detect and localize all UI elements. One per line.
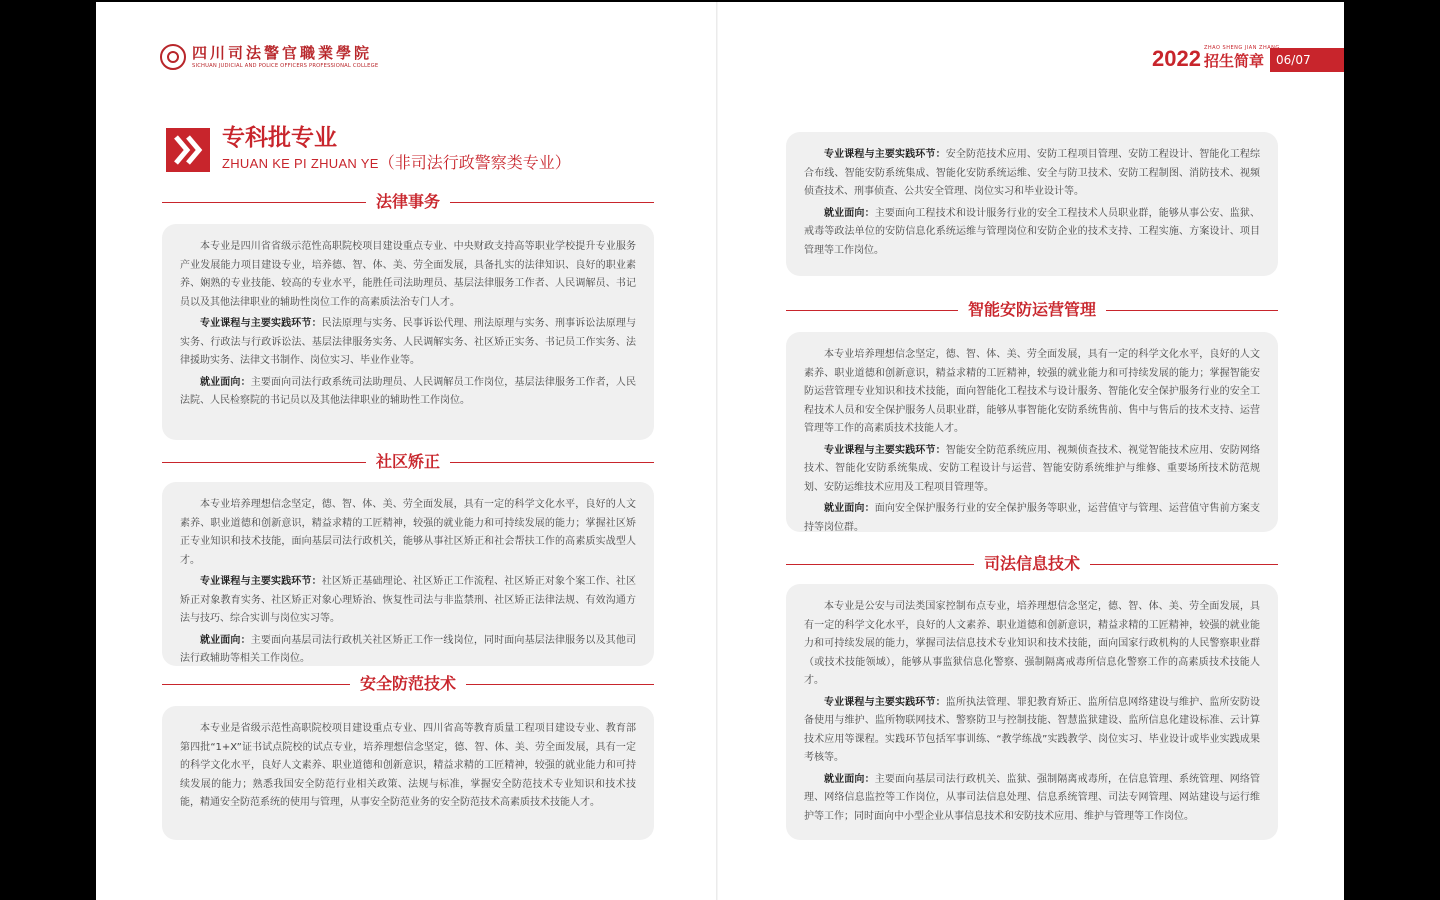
jobs-text: 主要面向基层司法行政机关、监狱、强制隔离戒毒所，在信息管理、系统管理、网络管理、网络信息监控等工作岗位，从事司法信息处理、信息系统管理、司法专网管理、网站建设与运行维护等工作；同时面向中小型企业从事信息技术和安防技术应用、维护与管理等工作岗位。: [804, 773, 1261, 822]
courses-text: 智能安全防范系统应用、视频侦查技术、视觉智能技术应用、安防网络技术、智能化安防系统集成、安防工程设计与运营、智能安防系统维护与维修、重要场所技术防范规划、安防运维技术应用及工程项目管理等。: [804, 444, 1261, 493]
courses-text: 安全防范技术应用、安防工程项目管理、安防工程设计、智能化工程综合布线、智能安防系统集成、智能化安防系统运维、安全与防卫技术、安防工程制图、消防技术、视频侦查技术、刑事侦查、公共安全管理、岗位实习和毕业设计等。: [804, 149, 1261, 197]
major-intro: 本专业是公安与司法类国家控制布点专业，培养理想信念坚定，德、智、体、美、劳全面发展，具有一定的科学文化水平，良好的人文素养、职业道德和创新意识，精益求精的工匠精神，较强的就业能力和可持续发展的能力，掌握司法信息技术专业知识和技术技能，面向国家行政机构的人民警察职业群（或技术技能领域），能够从事监狱信息化警察、强制隔离戒毒所信息化警察工作的高素质技术技能人才。: [804, 601, 1260, 686]
brochure-spread: [96, 2, 1344, 900]
major-heading-info: 司法信息技术: [786, 554, 1278, 574]
jobs-label: 就业面向：: [824, 503, 875, 514]
major-card-security-cont: [786, 132, 1278, 276]
courses-text: 监所执法管理、罪犯教育矫正、监所信息网络建设与维护、监所安防设备使用与维护、监所物联网技术、警察防卫与控制技能、智慧监狱建设、监所信息化建设标准、云计算技术应用等课程。实践环节包括军事训练、“教学练战”实践教学、岗位实习、毕业设计或毕业实践成果考核等。: [804, 696, 1261, 763]
courses-label: 专业课程与主要实践环节：: [200, 318, 322, 329]
major-card-info: [786, 584, 1278, 840]
brochure-year: 2022: [1152, 46, 1201, 71]
major-heading-security: 安全防范技术: [162, 674, 654, 694]
major-heading-community: 社区矫正: [162, 452, 654, 472]
major-heading-smart: 智能安防运营管理: [786, 300, 1278, 320]
jobs-label: 就业面向：: [200, 634, 251, 646]
brochure-header: [1152, 45, 1344, 71]
jobs-text: 面向安全保护服务行业的安全保护服务等职业，运营值守与管理、运营值守售前方案支持等岗位群。: [804, 503, 1261, 533]
jobs-label: 就业面向：: [824, 773, 875, 785]
school-seal-icon: [160, 44, 186, 70]
page-fold: [716, 2, 718, 900]
courses-label: 专业课程与主要实践环节：: [824, 444, 946, 456]
school-logo: [160, 44, 378, 70]
major-intro: 本专业培养理想信念坚定，德、智、体、美、劳全面发展，具有一定的科学文化水平，良好的人文素养、职业道德和创新意识，精益求精的工匠精神，较强的就业能力和可持续发展的能力；掌握智能安防运营管理专业知识和技术技能，面向智能化工程技术与设计服务、智能化安全保护服务行业的安全工程技术人员和安全保护服务人员职业群，能够从事智能化安防系统售前、售中与售后的技术支持、运营管理等工作的高素质技术技能人才。: [804, 349, 1260, 434]
courses-label: 专业课程与主要实践环节：: [824, 696, 946, 708]
major-intro: 本专业培养理想信念坚定，德、智、体、美、劳全面发展，具有一定的科学文化水平，良好的人文素养、职业道德和创新意识，精益求精的工匠精神，较强的就业能力和可持续发展的能力；掌握社区矫正专业知识和技术技能，面向基层司法行政机关，能够从事社区矫正和社会帮扶工作的高素质实战型人才。: [180, 499, 636, 566]
school-name-en: SICHUAN JUDICIAL AND POLICE OFFICERS PROFESSIONAL COLLEGE: [192, 62, 379, 69]
jobs-text: 主要面向工程技术和设计服务行业的安全工程技术人员职业群，能够从事公安、监狱、戒毒等政法单位的安防信息化系统运维与管理岗位和安防企业的技术支持、工程实施、方案设计、项目管理等工作岗位。: [804, 207, 1261, 256]
school-name-cn: 四川司法警官職業學院: [192, 43, 373, 62]
section-note: （非司法行政警察类专业）: [378, 153, 571, 172]
section-subtitle: [222, 152, 571, 175]
jobs-label: 就业面向：: [824, 207, 875, 219]
courses-text: 社区矫正基础理论、社区矫正工作流程、社区矫正对象个案工作、社区矫正对象教育实务、社区矫正对象心理矫治、恢复性司法与非监禁刑、社区矫正法律法规、有效沟通方法与技巧、综合实训与岗位实习等。: [180, 576, 637, 624]
courses-label: 专业课程与主要实践环节：: [200, 576, 322, 587]
major-intro: 本专业是四川省省级示范性高职院校项目建设重点专业、中央财政支持高等职业学校提升专业服务产业发展能力项目建设专业，培养德、智、体、美、劳全面发展，具备扎实的法律知识、良好的职业素养、娴熟的专业技能、较高的专业水平，能胜任司法助理员、基层法律服务工作者、人民调解员、书记员以及其他法律职业的辅助性岗位工作的高素质法治专门人才。: [180, 241, 636, 308]
section-title: 专科批专业: [222, 125, 337, 151]
major-card-community: [162, 482, 654, 666]
brochure-pinyin: ZHAO SHENG JIAN ZHANG: [1203, 45, 1280, 51]
jobs-text: 主要面向基层司法行政机关社区矫正工作一线岗位，同时面向基层法律服务以及其他司法行政辅助等相关工作岗位。: [180, 634, 637, 664]
page-number-badge: 06/07: [1270, 48, 1344, 72]
courses-label: 专业课程与主要实践环节：: [824, 149, 946, 160]
brochure-title: 招生简章: [1203, 52, 1264, 70]
major-card-security-intro: [162, 706, 654, 840]
courses-text: 民法原理与实务、民事诉讼代理、刑法原理与实务、刑事诉讼法原理与实务、行政法与行政诉讼法、基层法律服务实务、人民调解实务、社区矫正实务、书记员工作实务、法律援助实务、法律文书制作、岗位实习、毕业作业等。: [180, 318, 637, 366]
major-intro: 本专业是省级示范性高职院校项目建设重点专业、四川省高等教育质量工程项目建设专业、教育部第四批“1+X”证书试点院校的试点专业，培养理想信念坚定，德、智、体、美、劳全面发展，具有一定的科学文化水平，良好人文素养、职业道德和创新意识，精益求精的工匠精神，较强的就业能力和可持续发展的能力；熟悉我国安全防范行业相关政策、法规与标准，掌握安全防范技术专业知识和技术技能，精通安全防范系统的使用与管理，从事安全防范业务的安全防范技术高素质技术技能人才。: [180, 723, 636, 808]
section-pinyin: ZHUAN KE PI ZHUAN YE: [222, 156, 379, 171]
major-card-smart: [786, 332, 1278, 532]
major-card-law: [162, 224, 654, 440]
major-heading-law: 法律事务: [162, 192, 654, 212]
jobs-text: 主要面向司法行政系统司法助理员、人民调解员工作岗位，基层法律服务工作者，人民法院、人民检察院的书记员以及其他法律职业的辅助性工作岗位。: [180, 376, 637, 406]
jobs-label: 就业面向：: [200, 376, 251, 388]
double-chevron-icon: [166, 128, 210, 172]
